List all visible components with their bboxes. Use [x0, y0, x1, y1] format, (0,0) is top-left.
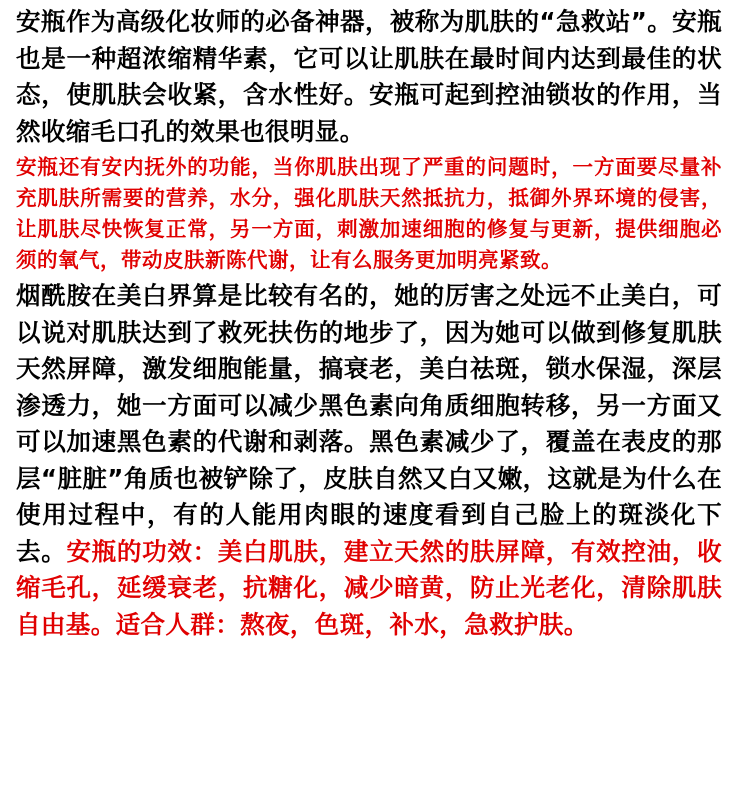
paragraph-niacinamide-block [16, 278, 722, 643]
paragraph-niacinamide: 烟酰胺在美白界算是比较有名的，她的厉害之处远不止美白，可以说对肌肤达到了救死扶伤的地步了，因为她可以做到修复肌肤天然屏障，激发细胞能量，搞衰老，美白祛斑，锁水保湿，深层渗透力，她一方面可以减少黑色素向角质细胞转移，另一方面又可以加速黑色素的代谢和剥落。黑色素减少了，覆盖在表皮的那层“脏脏”角质也被铲除了，皮肤自然又白又嫩，这就是为什么在使用过程中，有的人能用肉眼的速度看到自己脸上的斑淡化下去。 [16, 281, 722, 566]
paragraph-efficacy: 安瓶的功效：美白肌肤，建立天然的肤屏障，有效控油，收缩毛孔，延缓衰老，抗糖化，减少暗黄，防止光老化，清除肌肤自由基。适合人群：熬夜，色斑，补水，急救护肤。 [16, 536, 722, 639]
paragraph-intro: 安瓶作为高级化妆师的必备神器，被称为肌肤的“急救站”。安瓶也是一种超浓缩精华素，它可以让肌肤在最时间内达到最佳的状态，使肌肤会收紧，含水性好。安瓶可起到控油锁妆的作用，当然收缩毛口孔的效果也很明显。 [16, 7, 722, 146]
article-body [16, 4, 722, 643]
paragraph-inner-outer: 安瓶还有安内抚外的功能，当你肌肤出现了严重的问题时，一方面要尽量补充肌肤所需要的营养，水分，强化肌肤天然抵抗力，抵御外界环境的侵害，让肌肤尽快恢复正常，另一方面，刺激加速细胞的修复与更新，提供细胞必须的氧气，带动皮肤新陈代谢，让有么服务更加明亮紧致。 [16, 155, 722, 272]
